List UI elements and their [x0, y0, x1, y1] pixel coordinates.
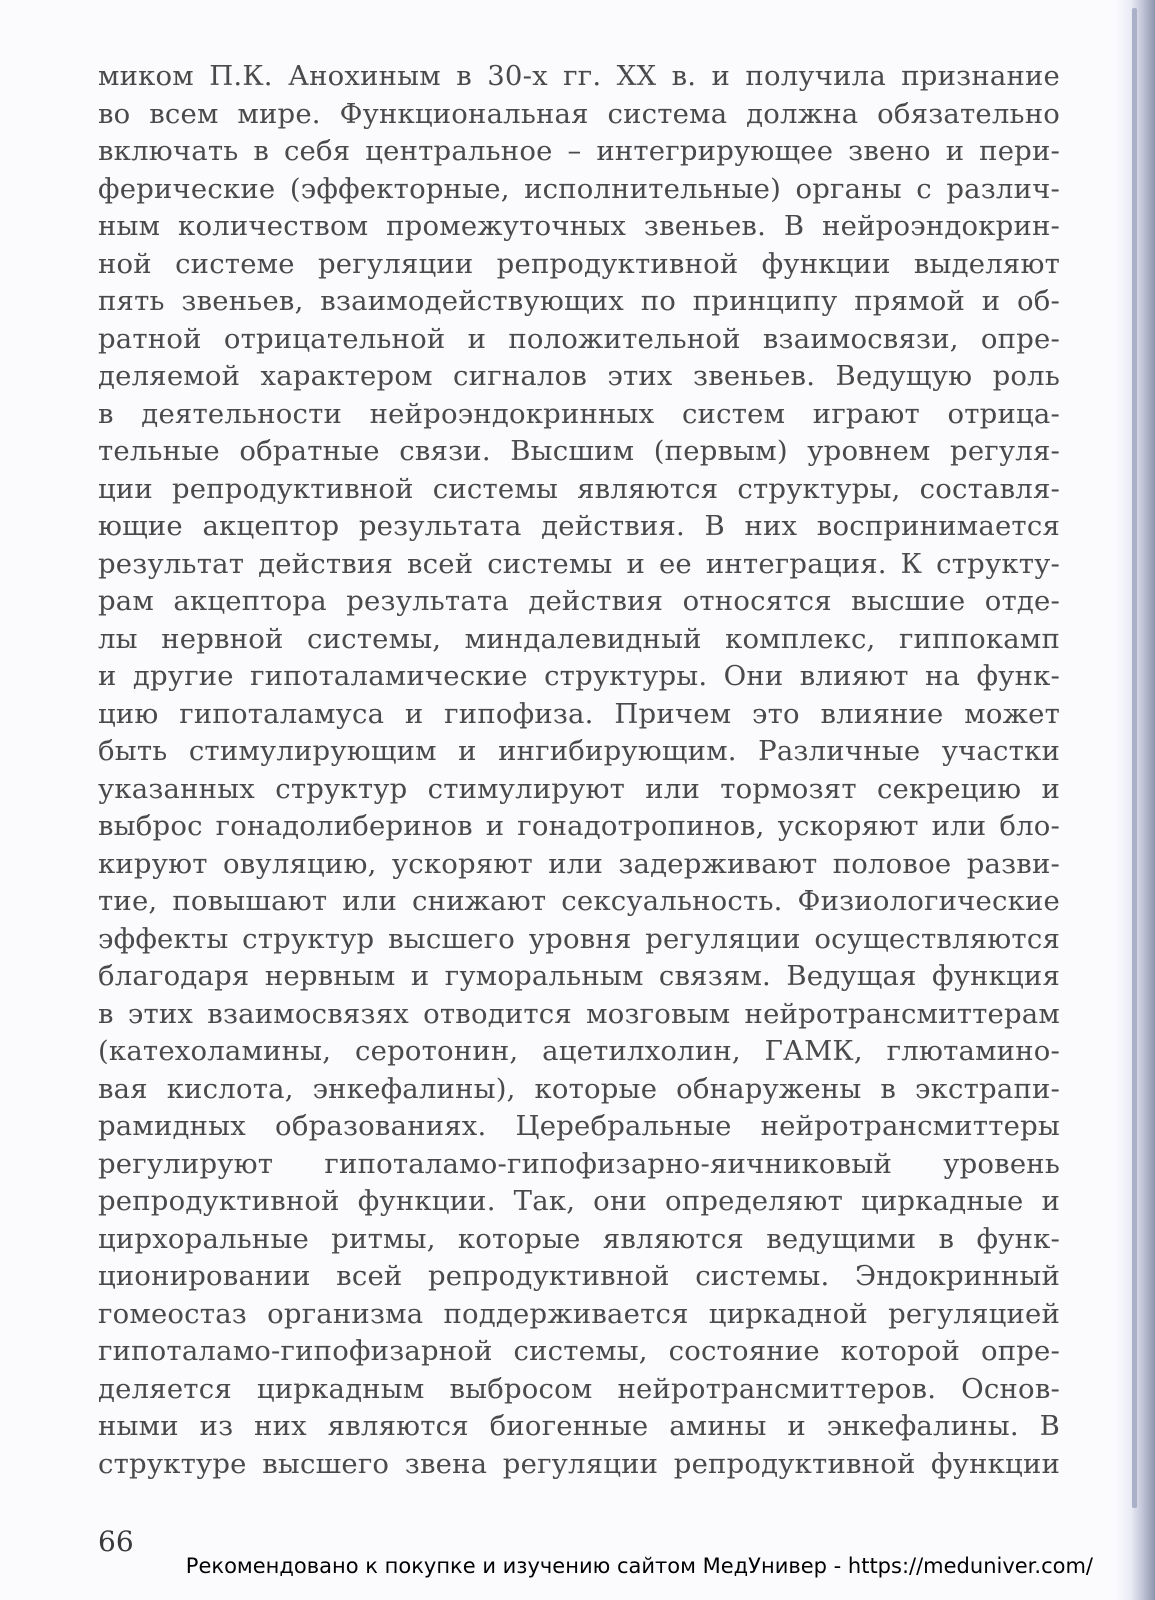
text-line: лы нервной системы, миндалевидный комплекс, гиппокамп: [98, 622, 1060, 655]
text-line: во всем мире. Функциональная система должна обязательно: [98, 97, 1060, 130]
text-line: в деятельности нейроэндокринных систем играют отрица-: [98, 397, 1060, 430]
text-line: ющие акцептор результата действия. В них воспринимается: [98, 510, 1060, 542]
text-line: цию гипоталамуса и гипофиза. Причем это влияние может: [98, 697, 1060, 730]
text-line: тие, повышают или снижают сексуальность. Физиологические: [98, 885, 1060, 917]
text-line: рамидных образованиях. Церебральные нейротрансмиттеры: [98, 1110, 1060, 1142]
text-line: ратной отрицательной и положительной взаимосвязи, опре-: [98, 322, 1060, 355]
text-line: (катехоламины, серотонин, ацетилхолин, ГАМК, глютамино-: [98, 1035, 1060, 1067]
text-line: структуре высшего звена регуляции репродуктивной функции: [98, 1447, 1060, 1480]
text-line: миком П.К. Анохиным в 30-х гг. XX в. и получила признание: [98, 60, 1060, 92]
text-line: гомеостаз организма поддерживается циркадной регуляцией: [98, 1297, 1060, 1330]
text-line: указанных структур стимулируют или тормозят секрецию и: [98, 772, 1060, 805]
text-line: благодаря нервным и гуморальным связям. Ведущая функция: [98, 960, 1060, 992]
text-line: ции репродуктивной системы являются структуры, составля-: [98, 472, 1060, 505]
text-line: быть стимулирующим и ингибирующим. Различные участки: [98, 735, 1060, 767]
text-line: ными из них являются биогенные амины и энкефалины. В: [98, 1410, 1060, 1442]
text-line: ционировании всей репродуктивной системы. Эндокринный: [98, 1260, 1060, 1292]
text-line: и другие гипоталамические структуры. Они влияют на функ-: [98, 660, 1060, 692]
page-edge-line: [1132, 8, 1137, 1508]
text-line: ферические (эффекторные, исполнительные) органы с различ-: [98, 172, 1060, 205]
text-line: вая кислота, энкефалины), которые обнаружены в экстрапи-: [98, 1072, 1060, 1105]
text-line: гипоталамо-гипофизарной системы, состояние которой опре-: [98, 1335, 1060, 1367]
text-line: тельные обратные связи. Высшим (первым) уровнем регуля-: [98, 435, 1060, 467]
text-line: результат действия всей системы и ее интеграция. К структу-: [98, 547, 1060, 580]
text-line: ным количеством промежуточных звеньев. В нейроэндокрин-: [98, 210, 1060, 242]
text-line: эффекты структур высшего уровня регуляции осуществляются: [98, 922, 1060, 955]
page-number: 66: [98, 1525, 134, 1558]
text-line: деляемой характером сигналов этих звеньев. Ведущую роль: [98, 360, 1060, 392]
text-line: кируют овуляцию, ускоряют или задерживают половое разви-: [98, 847, 1060, 880]
text-line: включать в себя центральное – интегрирующее звено и пери-: [98, 135, 1060, 167]
text-line: ной системе регуляции репродуктивной функции выделяют: [98, 247, 1060, 280]
text-line: выброс гонадолиберинов и гонадотропинов, ускоряют или бло-: [98, 810, 1060, 842]
text-line: регулируют гипоталамо-гипофизарно-яичниковый уровень: [98, 1147, 1060, 1180]
text-line: репродуктивной функции. Так, они определяют циркадные и: [98, 1185, 1060, 1217]
text-line: рам акцептора результата действия относятся высшие отде-: [98, 585, 1060, 617]
text-line: цирхоральные ритмы, которые являются ведущими в функ-: [98, 1222, 1060, 1255]
text-line: пять звеньев, взаимодействующих по принципу прямой и об-: [98, 285, 1060, 317]
text-line: в этих взаимосвязях отводится мозговым нейротрансмиттерам: [98, 997, 1060, 1030]
text-line: деляется циркадным выбросом нейротрансмиттеров. Основ-: [98, 1372, 1060, 1405]
footer-note: Рекомендовано к покупке и изучению сайтом МедУнивер - https://meduniver.com/: [185, 1554, 1093, 1578]
body-text: [98, 58, 1060, 1483]
